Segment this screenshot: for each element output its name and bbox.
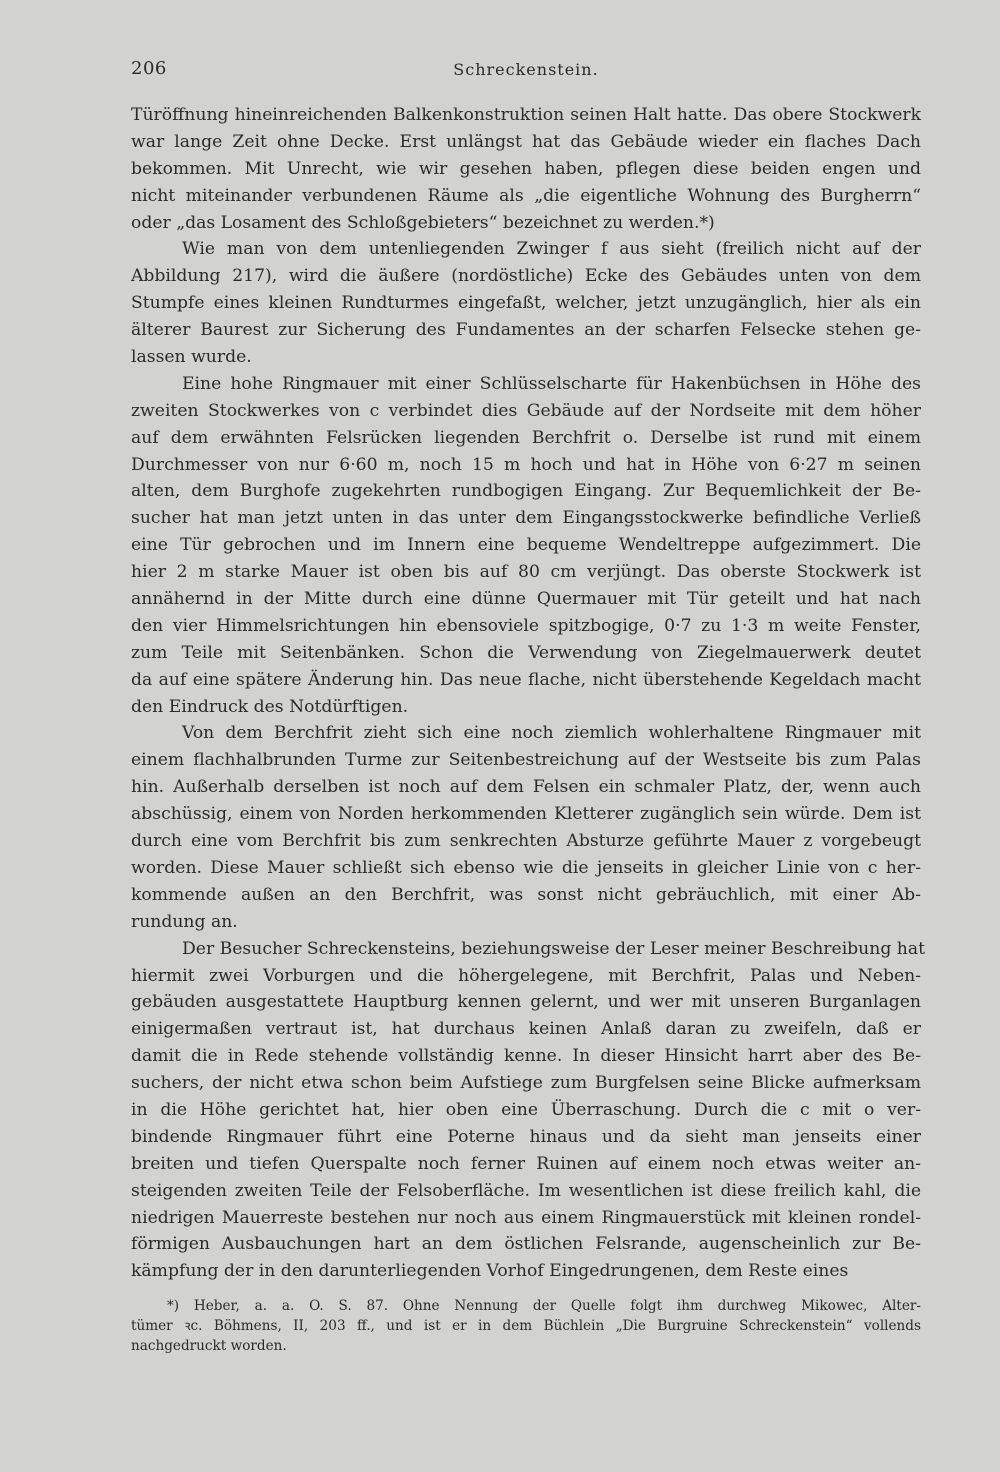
text-line: worden. Diese Mauer schließt sich ebenso wie die jenseits in gleicher Linie von c her- — [131, 857, 921, 878]
text-line: niedrigen Mauerreste bestehen nur noch aus einem Ringmauerstück mit kleinen rondel- — [131, 1207, 921, 1228]
paragraph — [131, 720, 921, 935]
paragraph — [131, 936, 926, 1286]
body-text — [131, 102, 926, 1285]
text-line: lassen wurde. — [131, 347, 252, 368]
running-head: Schreckenstein. — [453, 60, 599, 79]
paragraph — [131, 371, 921, 721]
text-line: hiermit zwei Vorburgen und die höhergelegene, mit Berchfrit, Palas und Neben- — [131, 965, 921, 986]
text-line: den vier Himmelsrichtungen hin ebensoviele spitzbogige, 0·7 zu 1·3 m weite Fenster, — [131, 615, 921, 636]
text-line: breiten und tiefen Querspalte noch ferner Ruinen auf einem noch etwas weiter an- — [131, 1153, 921, 1174]
text-line: eine Tür gebrochen und im Innern eine bequeme Wendeltreppe aufgezimmert. Die — [131, 535, 921, 556]
text-line: in die Höhe gerichtet hat, hier oben eine Überraschung. Durch die c mit o ver- — [131, 1099, 921, 1120]
text-line: annähernd in der Mitte durch eine dünne Quermauer mit Tür geteilt und hat nach — [131, 589, 921, 610]
text-line: einigermaßen vertraut ist, hat durchaus keinen Anlaß daran zu zweifeln, daß er — [131, 1019, 921, 1040]
text-line: einem flachhalbrunden Turme zur Seitenbestreichung auf der Westseite bis zum Palas — [131, 750, 921, 771]
text-line: förmigen Ausbauchungen hart an dem östlichen Felsrande, augenscheinlich zur Be- — [131, 1234, 921, 1255]
text-line: war lange Zeit ohne Decke. Erst unlängst hat das Gebäude wieder ein flaches Dach — [131, 131, 921, 152]
text-line: da auf eine spätere Änderung hin. Das neue flache, nicht überstehende Kegeldach macht — [131, 669, 921, 690]
footnote-line: nachgedruckt worden. — [131, 1338, 287, 1354]
footnote-line: tümer ꝛc. Böhmens, II, 203 ff., und ist er in dem Büchlein „Die Burgruine Schreckenstein“ vollends — [131, 1318, 921, 1334]
text-line: damit die in Rede stehende vollständig kenne. In dieser Hinsicht harrt aber des Be- — [131, 1046, 921, 1067]
text-line: alten, dem Burghofe zugekehrten rundbogigen Eingang. Zur Bequemlichkeit der Be- — [131, 481, 921, 502]
text-line: oder „das Losament des Schloßgebieters“ bezeichnet zu werden.*) — [131, 212, 715, 233]
text-line: Eine hohe Ringmauer mit einer Schlüsselscharte für Hakenbüchsen in Höhe des — [182, 373, 921, 394]
text-line: bekommen. Mit Unrecht, wie wir gesehen haben, pflegen diese beiden engen und — [131, 158, 921, 179]
text-line: Abbildung 217), wird die äußere (nordöstliche) Ecke des Gebäudes unten von dem — [131, 266, 921, 287]
text-line: bindende Ringmauer führt eine Poterne hinaus und da sieht man jenseits einer — [131, 1126, 921, 1147]
text-line: auf dem erwähnten Felsrücken liegenden Berchfrit o. Derselbe ist rund mit einem — [131, 427, 921, 448]
text-line: hier 2 m starke Mauer ist oben bis auf 80 cm verjüngt. Das oberste Stockwerk ist — [131, 562, 921, 583]
text-line: Wie man von dem untenliegenden Zwinger f aus sieht (freilich nicht auf der — [182, 239, 921, 260]
footnotes — [131, 1296, 921, 1356]
paragraph — [131, 102, 921, 236]
paragraph — [131, 236, 921, 370]
text-line: den Eindruck des Notdürftigen. — [131, 696, 409, 717]
text-line: älterer Baurest zur Sicherung des Fundamentes an der scharfen Felsecke stehen ge- — [131, 320, 921, 341]
text-line: rundung an. — [131, 911, 238, 932]
text-line: Türöffnung hineinreichenden Balkenkonstruktion seinen Halt hatte. Das obere Stockwerk — [131, 105, 921, 125]
text-line: Von dem Berchfrit zieht sich eine noch ziemlich wohlerhaltene Ringmauer mit — [182, 723, 921, 744]
text-line: Der Besucher Schreckensteins, beziehungsweise der Leser meiner Beschreibung hat — [182, 938, 926, 959]
text-line: durch eine vom Berchfrit bis zum senkrechten Absturze geführte Mauer z vorgebeugt — [131, 831, 921, 852]
text-line: Stumpfe eines kleinen Rundturmes eingefaßt, welcher, jetzt unzugänglich, hier als ein — [131, 293, 921, 314]
text-line: sucher hat man jetzt unten in das unter dem Eingangsstockwerke befindliche Verließ — [131, 508, 921, 529]
text-line: hin. Außerhalb derselben ist noch auf dem Felsen ein schmaler Platz, der, wenn auch — [131, 777, 921, 798]
page-number: 206 — [131, 58, 167, 79]
text-line: Durchmesser von nur 6·60 m, noch 15 m hoch und hat in Höhe von 6·27 m seinen — [131, 454, 921, 475]
footnote-line: *) Heber, a. a. O. S. 87. Ohne Nennung der Quelle folgt ihm durchweg Mikowec, Alter- — [167, 1298, 921, 1314]
text-line: gebäuden ausgestattete Hauptburg kennen gelernt, und wer mit unseren Burganlagen — [131, 992, 921, 1013]
text-line: suchers, der nicht etwa schon beim Aufstiege zum Burgfelsen seine Blicke aufmerksam — [131, 1073, 921, 1094]
text-line: kommende außen an den Berchfrit, was sonst nicht gebräuchlich, mit einer Ab- — [131, 884, 921, 905]
text-line: kämpfung der in den darunterliegenden Vorhof Eingedrungenen, dem Reste eines — [131, 1261, 849, 1282]
text-line: zweiten Stockwerkes von c verbindet dies Gebäude auf der Nordseite mit dem höher — [131, 400, 921, 421]
text-line: abschüssig, einem von Norden herkommenden Kletterer zugänglich sein würde. Dem ist — [131, 804, 921, 825]
text-line: zum Teile mit Seitenbänken. Schon die Verwendung von Ziegelmauerwerk deutet — [131, 642, 921, 663]
text-line: steigenden zweiten Teile der Felsoberfläche. Im wesentlichen ist diese freilich kahl, die — [131, 1180, 921, 1201]
page-header — [131, 58, 921, 88]
text-line: nicht miteinander verbundenen Räume als „die eigentliche Wohnung des Burgherrn“ — [131, 185, 921, 206]
